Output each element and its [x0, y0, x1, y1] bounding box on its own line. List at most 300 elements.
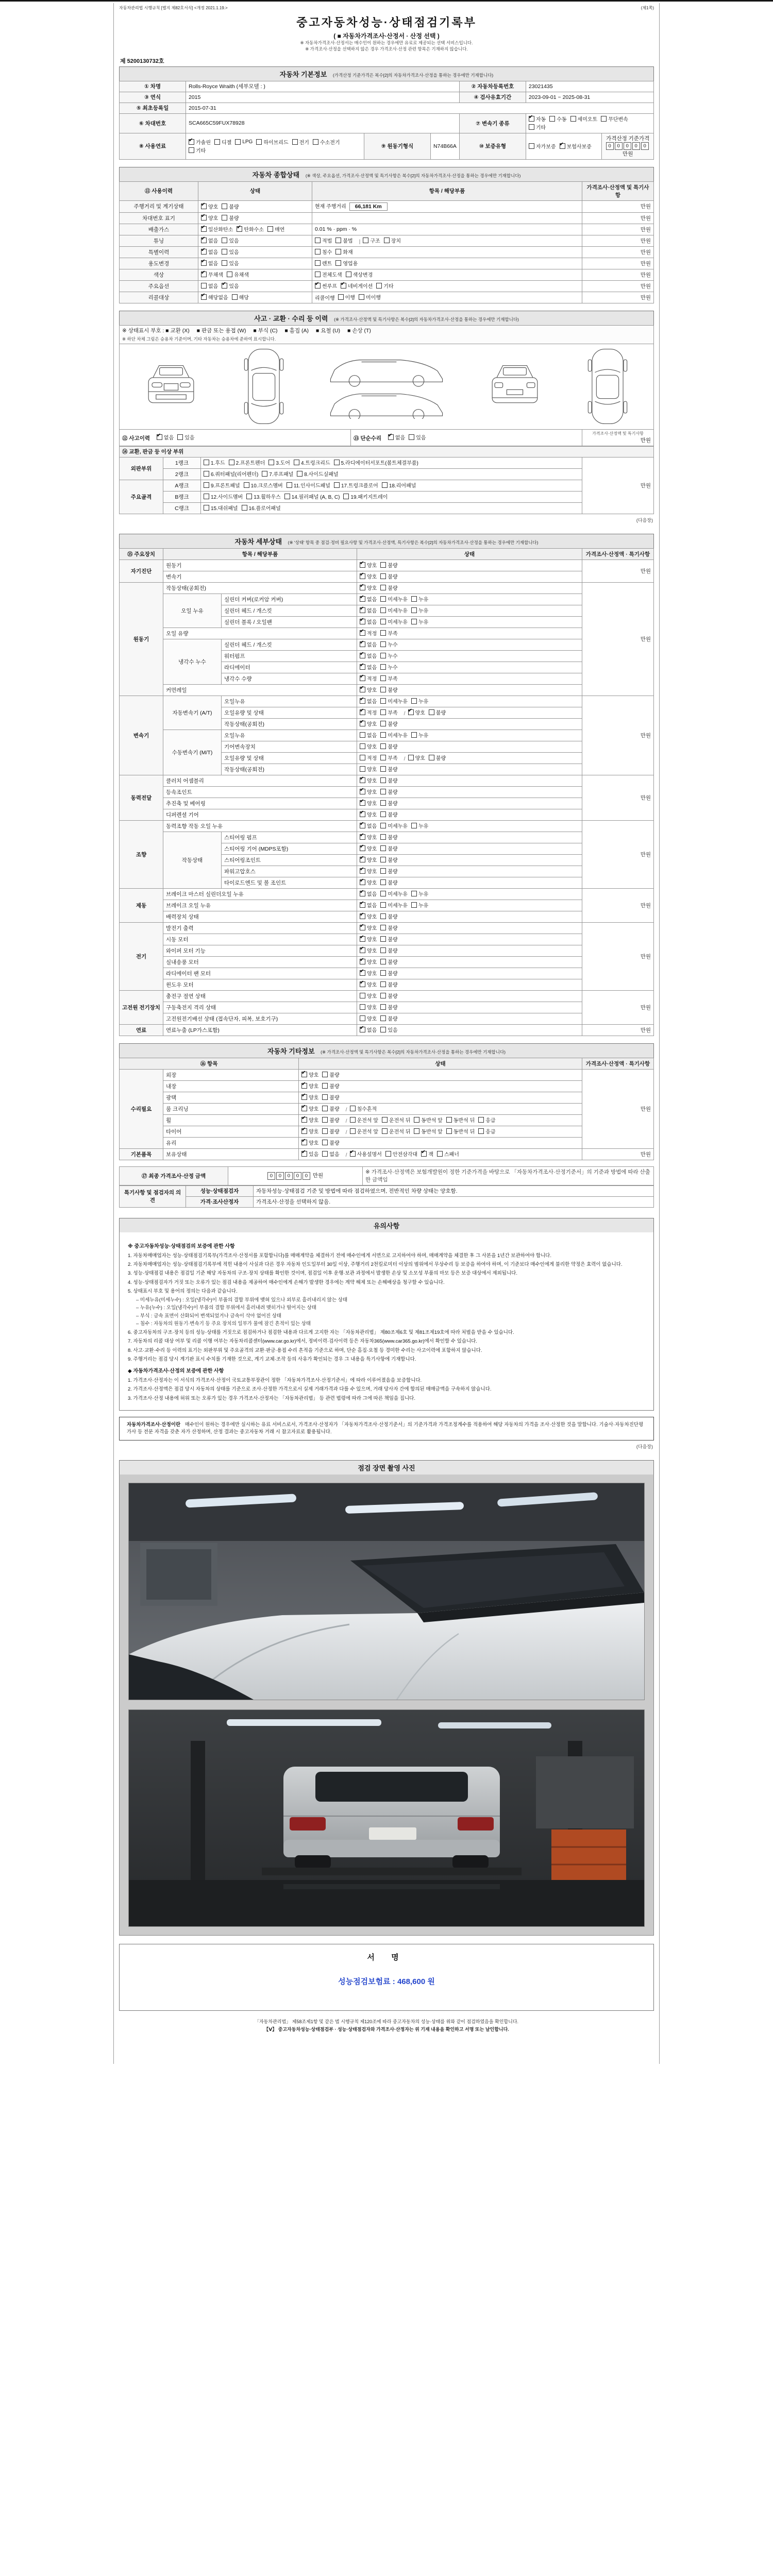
checkbox-불량[interactable]: [322, 1139, 339, 1146]
checkbox-양호[interactable]: [360, 686, 377, 693]
checkbox-box: [267, 226, 273, 232]
checkbox-자동[interactable]: [529, 115, 546, 123]
checkbox-label: 누유: [418, 608, 429, 615]
checkbox-label: 없음: [367, 620, 377, 626]
final-price-table: [119, 1166, 654, 1185]
checkbox-자가보증[interactable]: [529, 142, 556, 150]
checkbox-불량[interactable]: [380, 572, 397, 580]
checkbox-동반석 앞[interactable]: [414, 1116, 442, 1124]
detail-row: [120, 956, 654, 968]
checkbox-없음[interactable]: [360, 606, 377, 614]
checkbox-16.플로어패널[interactable]: [242, 504, 281, 512]
checkbox-불량[interactable]: [380, 799, 397, 807]
checkbox-양호[interactable]: [360, 584, 377, 591]
form-reference: 자동차관리법 시행규칙 [별지 제82호서식] <개정 2021.1.19.>: [119, 6, 228, 10]
checkbox-불량[interactable]: [322, 1093, 339, 1101]
checkbox-누유[interactable]: [411, 890, 428, 897]
device-group: 연료: [120, 1024, 163, 1036]
checkbox-누유[interactable]: [411, 595, 428, 603]
checkbox-보험사보증[interactable]: [560, 142, 592, 150]
checkbox-불량[interactable]: [380, 844, 397, 852]
checkbox-불량[interactable]: [380, 946, 397, 954]
checkbox-적정[interactable]: [360, 754, 377, 761]
checkbox-1.후드[interactable]: [204, 459, 225, 466]
checkbox-안전삼각대[interactable]: [385, 1150, 417, 1158]
checkbox-있음[interactable]: [222, 248, 239, 256]
checkbox-있음[interactable]: [222, 259, 239, 267]
checkbox-box: [360, 891, 365, 896]
checkbox-양호[interactable]: [360, 833, 377, 841]
checkbox-label: 양호: [367, 982, 377, 989]
checkbox-세미오토[interactable]: [570, 115, 598, 123]
checkbox-양호[interactable]: [360, 776, 377, 784]
checkbox-불량[interactable]: [380, 980, 397, 988]
final-price-unit: 만원: [312, 1173, 324, 1179]
device-item: 연료누출 (LP가스포함): [163, 1024, 357, 1036]
checkbox-불량[interactable]: [380, 561, 397, 569]
checkbox-label: 전체도색: [322, 273, 342, 279]
col-device: ⑮ 주요장치: [120, 548, 163, 560]
checkbox-부족[interactable]: [380, 754, 397, 761]
etc-row: [120, 1080, 654, 1092]
checkbox-불량[interactable]: [380, 720, 397, 727]
checkbox-스패너[interactable]: [437, 1150, 459, 1158]
checkbox-불량[interactable]: [380, 958, 397, 965]
checkbox-하이브리드[interactable]: [256, 138, 288, 146]
checkbox-label: 불량: [329, 1141, 340, 1147]
checkbox-양호[interactable]: [301, 1093, 318, 1101]
rank-row: [120, 491, 654, 502]
checkbox-box: [380, 573, 386, 579]
checkbox-양호[interactable]: [360, 844, 377, 852]
overall-row: [120, 246, 654, 258]
notice-item: 4. 성능·상태점검자가 거짓 또는 오류가 있는 점검 내용을 제공하여 매수인에게 손해가 발생한 경우에는 계약 해제 또는 손해배상을 청구할 수 있습니다.: [128, 1279, 445, 1285]
checkbox-잭[interactable]: [421, 1150, 433, 1158]
checkbox-기타[interactable]: [529, 123, 546, 131]
checkbox-19.패키지트레이[interactable]: [343, 493, 388, 500]
device-group: 동력전달: [120, 775, 163, 820]
checkbox-양호[interactable]: [360, 788, 377, 795]
checkbox-있음[interactable]: [222, 282, 239, 290]
checkbox-없음[interactable]: [201, 248, 218, 256]
checkbox-양호[interactable]: [408, 754, 425, 761]
option-separator: /: [345, 1152, 347, 1159]
checkbox-없음[interactable]: [360, 890, 377, 897]
checkbox-장치[interactable]: [384, 236, 401, 244]
checkbox-label: 없음: [329, 1152, 340, 1158]
checkbox-불량[interactable]: [380, 878, 397, 886]
checkbox-box: [411, 619, 417, 624]
checkbox-미세누유[interactable]: [380, 822, 408, 829]
checkbox-불량[interactable]: [380, 776, 397, 784]
checkbox-미세누유[interactable]: [380, 606, 408, 614]
checkbox-가솔린[interactable]: [189, 138, 211, 146]
checkbox-12.사이드멤버[interactable]: [204, 493, 243, 500]
checkbox-label: 7.루프패널: [269, 472, 294, 478]
checkbox-양호[interactable]: [360, 935, 377, 943]
checkbox-불량[interactable]: [380, 686, 397, 693]
checkbox-부족[interactable]: [380, 674, 397, 682]
device-state: [357, 616, 582, 628]
checkbox-LPG[interactable]: [235, 139, 253, 145]
inspector-opinion: 자동차성능·상태점검 기준 및 방법에 따라 점검하였으며, 전반적인 차량 상태는 양호함.: [254, 1185, 654, 1196]
checkbox-동반석 뒤[interactable]: [446, 1127, 475, 1135]
checkbox-양호[interactable]: [360, 1014, 377, 1022]
checkbox-불량[interactable]: [429, 708, 446, 716]
checkbox-label: 네비게이션: [347, 284, 373, 290]
checkbox-label: 없음: [367, 824, 377, 830]
checkbox-box: [380, 777, 386, 783]
checkbox-label: 4.트렁크리드: [300, 461, 330, 467]
next-page-marker: (다음장): [636, 1444, 653, 1450]
checkbox-해당없음[interactable]: [201, 293, 228, 301]
checkbox-있음[interactable]: [177, 433, 194, 441]
checkbox-없음[interactable]: [322, 1150, 339, 1158]
checkbox-미세누유[interactable]: [380, 697, 408, 705]
checkbox-무단변속[interactable]: [601, 115, 628, 123]
inspection-photo-rear-lift: [128, 1709, 645, 1927]
checkbox-양호[interactable]: [360, 561, 377, 569]
section-note: (가격산정 기준가격은 복수[2]의 자동차가격조사·산정을 통하는 경우에만 기재합니다): [332, 72, 494, 78]
checkbox-17.트렁크플로어[interactable]: [334, 481, 378, 489]
overall-item-state: [198, 258, 312, 269]
checkbox-누유[interactable]: [411, 822, 428, 829]
checkbox-양호[interactable]: [360, 810, 377, 818]
checkbox-label: 있음: [184, 435, 195, 441]
checkbox-label: 있음: [229, 250, 239, 256]
checkbox-없음[interactable]: [157, 433, 174, 441]
checkbox-양호[interactable]: [360, 856, 377, 863]
checkbox-box: [301, 1128, 307, 1134]
checkbox-불량[interactable]: [322, 1127, 339, 1135]
checkbox-불량[interactable]: [380, 969, 397, 977]
checkbox-불량[interactable]: [222, 214, 239, 222]
device-state: [357, 775, 582, 786]
checkbox-있음[interactable]: [380, 1026, 397, 1033]
checkbox-양호[interactable]: [360, 572, 377, 580]
checkbox-매연[interactable]: [267, 225, 284, 233]
checkbox-없음[interactable]: [360, 697, 377, 705]
checkbox-label: 적법: [322, 239, 332, 245]
checkbox-미세누유[interactable]: [380, 618, 408, 625]
checkbox-양호[interactable]: [301, 1139, 318, 1146]
rank-label: 1랭크: [163, 457, 201, 468]
field-label-fuel: ⑧ 사용연료: [120, 133, 186, 159]
checkbox-불량[interactable]: [380, 867, 397, 875]
checkbox-색상변경[interactable]: [346, 270, 373, 278]
checkbox-양호[interactable]: [360, 720, 377, 727]
checkbox-적정[interactable]: [360, 708, 377, 716]
etc-row: [120, 1069, 654, 1080]
checkbox-label: 잭: [428, 1152, 433, 1158]
checkbox-화재[interactable]: [335, 248, 352, 256]
checkbox-8.사이드실패널[interactable]: [297, 470, 338, 478]
checkbox-box: [414, 1128, 419, 1134]
checkbox-적법[interactable]: [315, 236, 332, 244]
checkbox-label: 불량: [388, 688, 398, 694]
checkbox-누유[interactable]: [411, 697, 428, 705]
col-state: 상태: [198, 181, 312, 200]
checkbox-불량[interactable]: [380, 584, 397, 591]
checkbox-불량[interactable]: [380, 788, 397, 795]
checkbox-box: [360, 596, 365, 602]
checkbox-box: [360, 641, 365, 647]
checkbox-양호[interactable]: [360, 742, 377, 750]
checkbox-미세누유[interactable]: [380, 890, 408, 897]
checkbox-15.대쉬패널[interactable]: [204, 504, 238, 512]
etc-item: 타이어: [163, 1126, 299, 1137]
checkbox-누수[interactable]: [380, 652, 397, 659]
checkbox-사용설명서[interactable]: [350, 1150, 382, 1158]
device-item: 실린더 헤드 / 개스킷: [222, 639, 357, 650]
checkbox-box: [360, 675, 365, 681]
overall-state-table: [119, 181, 654, 303]
checkbox-양호[interactable]: [360, 765, 377, 773]
device-item: 와이퍼 모터 기능: [163, 945, 357, 956]
checkbox-양호[interactable]: [360, 1003, 377, 1011]
checkbox-미이행[interactable]: [359, 293, 381, 301]
checkbox-양호[interactable]: [301, 1116, 318, 1124]
checkbox-운전석 뒤[interactable]: [382, 1116, 410, 1124]
checkbox-box: [359, 294, 364, 300]
title-note-2: ※ 가격조사·산정을 선택하지 않은 경우 가격조사·산정 관련 항목은 기재하지 않습니다.: [305, 46, 468, 52]
checkbox-일산화탄소[interactable]: [201, 225, 233, 233]
checkbox-불량[interactable]: [380, 810, 397, 818]
car-diagram-rear: [484, 358, 545, 415]
checkbox-없음[interactable]: [360, 652, 377, 659]
checkbox-label: 응급: [485, 1129, 496, 1136]
checkbox-불량[interactable]: [322, 1071, 339, 1078]
checkbox-없음[interactable]: [388, 433, 405, 441]
checkbox-label: 장치: [391, 239, 401, 245]
checkbox-box: [380, 1015, 386, 1021]
checkbox-양호[interactable]: [201, 214, 218, 222]
checkbox-양호[interactable]: [408, 708, 425, 716]
checkbox-불량[interactable]: [322, 1082, 339, 1090]
checkbox-18.리어패널[interactable]: [382, 481, 416, 489]
checkbox-부족[interactable]: [380, 629, 397, 637]
base-price-boxes: [604, 142, 651, 150]
checkbox-box: [360, 732, 365, 738]
device-price: 만원: [582, 922, 654, 990]
notice-subitem: – 부식 : 금속 표면이 산화되어 변색되었거나 금속이 삭아 없어진 상태: [136, 1313, 282, 1319]
checkbox-3.도어[interactable]: [268, 459, 290, 466]
checkbox-양호[interactable]: [301, 1082, 318, 1090]
checkbox-네비게이션[interactable]: [341, 282, 373, 290]
checkbox-box: [380, 1004, 386, 1010]
checkbox-label: 침수: [322, 250, 332, 256]
checkbox-양호[interactable]: [360, 980, 377, 988]
rank-label: A랭크: [163, 480, 201, 491]
checkbox-14.필러패널 (A, B, C)[interactable]: [284, 493, 340, 500]
checkbox-탄화수소[interactable]: [237, 225, 264, 233]
checkbox-불량[interactable]: [380, 1014, 397, 1022]
checkbox-렌트[interactable]: [315, 259, 332, 267]
checkbox-6.쿼터패널(리어펜더)[interactable]: [204, 470, 258, 478]
checkbox-불량[interactable]: [322, 1105, 339, 1112]
checkbox-적정[interactable]: [360, 674, 377, 682]
checkbox-없음[interactable]: [360, 1026, 377, 1033]
checkbox-기타[interactable]: [189, 146, 206, 154]
checkbox-label: 3.도어: [276, 461, 290, 467]
checkbox-box: [301, 1117, 307, 1123]
checkbox-4.트렁크리드[interactable]: [294, 459, 330, 466]
checkbox-영업용[interactable]: [335, 259, 358, 267]
checkbox-양호[interactable]: [301, 1105, 318, 1112]
checkbox-label: 양호: [309, 1118, 319, 1124]
checkbox-해당[interactable]: [232, 293, 249, 301]
checkbox-불량[interactable]: [380, 742, 397, 750]
exchange-caption: ⑭ 교환, 판금 등 이상 부위: [120, 446, 654, 457]
checkbox-부족[interactable]: [380, 708, 397, 716]
checkbox-label: 불량: [229, 204, 239, 210]
device-group: 변속기: [120, 696, 163, 775]
checkbox-운전석 뒤[interactable]: [382, 1127, 410, 1135]
checkbox-있음[interactable]: [222, 236, 239, 244]
checkbox-양호[interactable]: [360, 946, 377, 954]
checkbox-응급[interactable]: [478, 1127, 495, 1135]
checkbox-적정[interactable]: [360, 629, 377, 637]
checkbox-양호[interactable]: [360, 992, 377, 999]
checkbox-운전석 앞[interactable]: [350, 1127, 378, 1135]
field-value-year: 2015: [186, 92, 460, 103]
checkbox-유채색[interactable]: [227, 270, 249, 278]
checkbox-label: 5.라디에이터서포트(볼트체결부품): [341, 461, 418, 467]
checkbox-불량[interactable]: [380, 992, 397, 999]
checkbox-불량[interactable]: [380, 935, 397, 943]
checkbox-수소전기[interactable]: [313, 138, 340, 146]
checkbox-기타[interactable]: [376, 282, 393, 290]
checkbox-불량[interactable]: [322, 1116, 339, 1124]
checkbox-수동[interactable]: [549, 115, 566, 123]
checkbox-양호[interactable]: [360, 924, 377, 931]
checkbox-없음[interactable]: [201, 236, 218, 244]
checkbox-없음[interactable]: [360, 901, 377, 909]
checkbox-누수[interactable]: [380, 640, 397, 648]
checkbox-없음[interactable]: [360, 640, 377, 648]
overall-item-state: [198, 224, 312, 235]
checkbox-양호[interactable]: [360, 958, 377, 965]
checkbox-동반석 앞[interactable]: [414, 1127, 442, 1135]
checkbox-누유[interactable]: [411, 618, 428, 625]
checkbox-없음[interactable]: [360, 663, 377, 671]
checkbox-양호[interactable]: [360, 969, 377, 977]
checkbox-불량[interactable]: [380, 912, 397, 920]
checkbox-운전석 앞[interactable]: [350, 1116, 378, 1124]
checkbox-label: 양호: [309, 1107, 319, 1113]
checkbox-있음[interactable]: [409, 433, 426, 441]
checkbox-누수[interactable]: [380, 663, 397, 671]
overall-item-state: [198, 235, 312, 246]
checkbox-침수흔적[interactable]: [350, 1105, 377, 1112]
rank-items: [201, 491, 582, 502]
appraiser-label: 가격·조사산정자: [186, 1196, 254, 1207]
checkbox-불량[interactable]: [380, 833, 397, 841]
checkbox-불량[interactable]: [380, 856, 397, 863]
checkbox-디젤[interactable]: [214, 138, 231, 146]
checkbox-box: [222, 204, 227, 209]
checkbox-응급[interactable]: [478, 1116, 495, 1124]
option-separator: /: [345, 1107, 347, 1113]
field-label-inspection: ④ 검사유효기간: [459, 92, 526, 103]
checkbox-불량[interactable]: [222, 202, 239, 210]
checkbox-없음[interactable]: [360, 618, 377, 625]
checkbox-label: 양호: [367, 869, 377, 875]
checkbox-없음[interactable]: [360, 731, 377, 739]
option-separator: /: [345, 1129, 347, 1136]
checkbox-불법[interactable]: [335, 236, 352, 244]
table-header-row: [120, 181, 654, 200]
checkbox-10.크로스멤버[interactable]: [244, 481, 283, 489]
checkbox-미세누유[interactable]: [380, 731, 408, 739]
checkbox-없음[interactable]: [360, 595, 377, 603]
checkbox-7.루프패널[interactable]: [262, 470, 293, 478]
checkbox-없음[interactable]: [360, 822, 377, 829]
checkbox-없음[interactable]: [201, 282, 218, 290]
checkbox-양호[interactable]: [301, 1071, 318, 1078]
checkbox-침수[interactable]: [315, 248, 332, 256]
checkbox-label: 누유: [418, 824, 429, 830]
checkbox-label: 불량: [388, 971, 398, 977]
checkbox-누유[interactable]: [411, 731, 428, 739]
checkbox-양호[interactable]: [360, 912, 377, 920]
checkbox-누유[interactable]: [411, 901, 428, 909]
checkbox-불량[interactable]: [380, 1003, 397, 1011]
checkbox-box: [346, 272, 351, 277]
notice-item: 6. 중고자동차의 구조·장치 등의 성능·상태를 거짓으로 점검하거나 점검한 내용과 다르게 고지한 자는 「자동차관리법」 제80조제6호 및 제81조제19호에 따라 처벌을 받을 수 있습니다.: [128, 1330, 514, 1336]
price-digit-box: 0: [285, 1172, 293, 1180]
checkbox-전기[interactable]: [292, 138, 309, 146]
section-note: (※ 가격조사·산정액 및 특기사항은 복수[2]의 자동차가격조사·산정을 통하는 경우에만 기재합니다): [334, 316, 519, 322]
checkbox-2.프론트펜더[interactable]: [229, 459, 265, 466]
checkbox-동반석 뒤[interactable]: [446, 1116, 475, 1124]
checkbox-썬루프[interactable]: [315, 282, 337, 290]
checkbox-미세누유[interactable]: [380, 595, 408, 603]
checkbox-label: 없음: [367, 597, 377, 603]
checkbox-label: 미세누유: [388, 903, 408, 909]
checkbox-box: [360, 585, 365, 590]
etc-state: [299, 1069, 582, 1080]
checkbox-무채색[interactable]: [201, 270, 223, 278]
checkbox-9.프론트패널[interactable]: [204, 481, 240, 489]
checkbox-box: [360, 687, 365, 692]
checkbox-없음[interactable]: [201, 259, 218, 267]
checkbox-양호[interactable]: [360, 799, 377, 807]
checkbox-양호[interactable]: [360, 867, 377, 875]
checkbox-미세누유[interactable]: [380, 901, 408, 909]
checkbox-box: [380, 811, 386, 817]
checkbox-불량[interactable]: [429, 754, 446, 761]
checkbox-전체도색[interactable]: [315, 270, 342, 278]
checkbox-5.라디에이터서포트(볼트체결부품)[interactable]: [334, 459, 418, 466]
checkbox-11.인사이드패널[interactable]: [287, 481, 330, 489]
checkbox-구조[interactable]: [363, 236, 380, 244]
overall-item-label: 색상: [120, 269, 198, 280]
checkbox-box: [360, 607, 365, 613]
checkbox-양호[interactable]: [301, 1127, 318, 1135]
checkbox-있음[interactable]: [301, 1150, 318, 1158]
checkbox-누유[interactable]: [411, 606, 428, 614]
checkbox-이행[interactable]: [338, 293, 355, 301]
checkbox-13.휠하우스[interactable]: [246, 493, 281, 500]
checkbox-양호[interactable]: [201, 202, 218, 210]
checkbox-불량[interactable]: [380, 924, 397, 931]
checkbox-불량[interactable]: [380, 765, 397, 773]
legend-item: ■ 요철 (U): [316, 328, 341, 334]
checkbox-box: [315, 260, 321, 266]
checkbox-양호[interactable]: [360, 878, 377, 886]
device-item: 라디에이터 팬 모터: [163, 968, 357, 979]
